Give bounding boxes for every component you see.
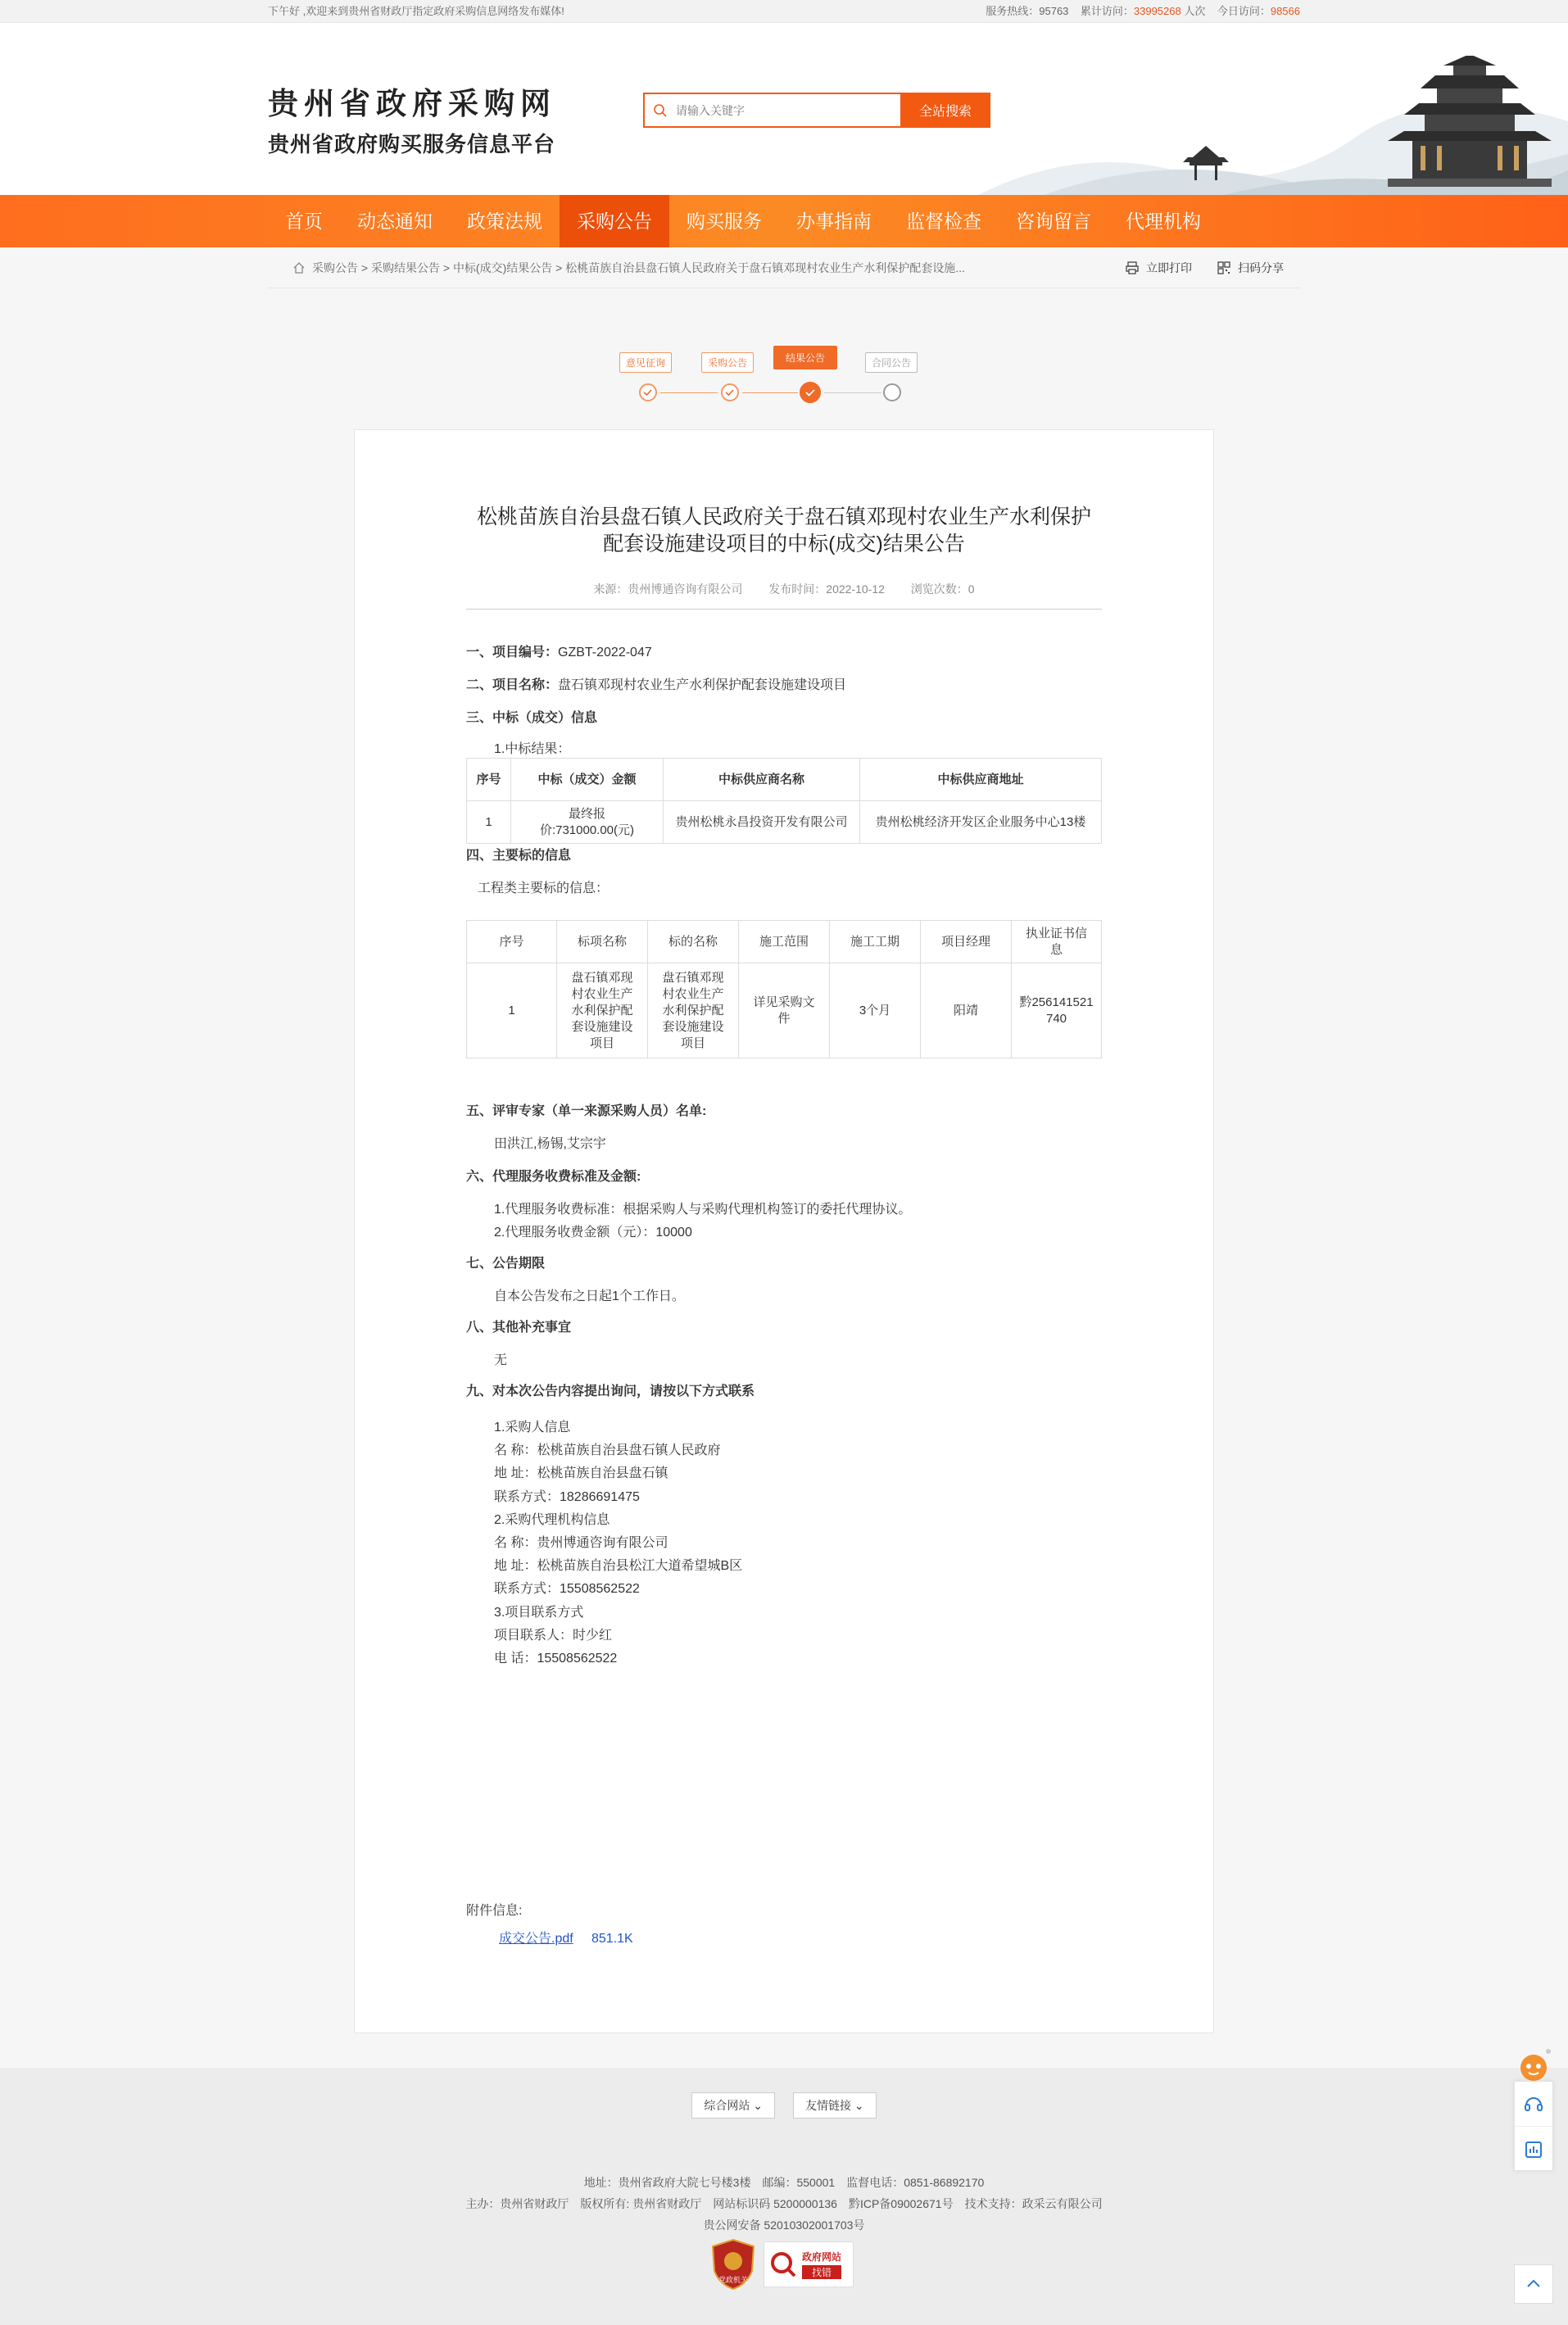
table-header: 标项名称 xyxy=(557,921,648,963)
table-cell: 阳靖 xyxy=(921,963,1012,1058)
nav-item-agency[interactable]: 代理机构 xyxy=(1126,211,1201,232)
table-cell: 贵州松桃经济开发区企业服务中心13楼 xyxy=(860,801,1102,844)
nav-item-supervision[interactable]: 监督检查 xyxy=(906,211,981,232)
mascot-icon[interactable] xyxy=(1514,2048,1553,2084)
welcome-text: 下午好 ,欢迎来到贵州省财政厅指定政府采购信息网络发布媒体! xyxy=(268,5,564,17)
section-award-heading: 三、中标（成交）信息 xyxy=(466,711,598,725)
nav-item-guide[interactable]: 办事指南 xyxy=(796,211,872,232)
table-header: 中标供应商名称 xyxy=(664,759,860,801)
table-cell: 1 xyxy=(467,963,557,1058)
print-label: 立即打印 xyxy=(1146,261,1192,274)
search-input[interactable] xyxy=(676,104,889,117)
contact-line: 地 址：松桃苗族自治县松江大道希望城B区 xyxy=(494,1559,743,1574)
table-cell: 贵州松桃永昌投资开发有限公司 xyxy=(664,801,860,844)
table-row xyxy=(467,963,1102,1058)
step-line xyxy=(824,392,881,393)
breadcrumb-bar xyxy=(0,247,1568,288)
nav-item-home[interactable]: 首页 xyxy=(285,211,323,232)
attachment-item xyxy=(499,1928,633,1947)
step-pending-icon xyxy=(883,383,901,401)
contact-line: 名 称：松桃苗族自治县盘石镇人民政府 xyxy=(494,1443,721,1458)
site-header xyxy=(0,23,1568,195)
breadcrumb: 采购公告 > 采购结果公告 > 中标(成交)结果公告 > 松桃苗族自治县盘石镇人民政府关于盘石镇邓现村农业生产水利保护配套设施... xyxy=(292,260,965,276)
article-views: 浏览次数：0 xyxy=(910,582,975,596)
headset-icon xyxy=(1523,2093,1544,2114)
site-subtitle: 贵州省政府购买服务信息平台 xyxy=(268,133,556,157)
footer-badges xyxy=(711,2238,854,2291)
other-text: 无 xyxy=(494,1353,508,1367)
experts-list: 田洪江,杨锡,艾宗宇 xyxy=(494,1137,606,1151)
table-header: 施工范围 xyxy=(739,921,830,963)
customer-service-button[interactable] xyxy=(1515,2082,1552,2127)
fee-amount: 2.代理服务收费金额（元）：10000 xyxy=(494,1226,692,1240)
step-current-icon xyxy=(800,382,821,403)
article-meta xyxy=(466,581,1102,610)
article-card xyxy=(354,429,1214,2033)
table-cell: 3个月 xyxy=(830,963,921,1058)
step-tag-consultation[interactable]: 意见征询 xyxy=(619,352,672,373)
chevron-down-icon: ⌄ xyxy=(854,2099,864,2112)
chevron-up-icon xyxy=(1525,2275,1543,2293)
attachment-label: 附件信息: xyxy=(466,1904,523,1918)
feedback-button[interactable] xyxy=(1515,2127,1552,2172)
comprehensive-sites-dropdown[interactable]: 综合网站 ⌄ xyxy=(691,2092,775,2119)
magnifier-icon xyxy=(769,2250,797,2278)
article xyxy=(466,504,1102,1946)
step-tag-contract[interactable]: 合同公告 xyxy=(865,352,918,373)
contact-line: 联系方式：15508562522 xyxy=(494,1582,640,1597)
contact-line: 3.项目联系方式 xyxy=(494,1605,584,1620)
chevron-down-icon: ⌄ xyxy=(753,2099,763,2112)
table-header: 序号 xyxy=(467,759,511,801)
table-row xyxy=(467,801,1102,844)
nav-item-procurement[interactable]: 采购公告 xyxy=(560,195,669,247)
footer-links xyxy=(0,2092,1568,2119)
gov-site-error-badge[interactable]: 政府网站 找错 xyxy=(764,2241,854,2287)
site-search xyxy=(643,93,990,128)
contact-line: 电 话：15508562522 xyxy=(494,1652,618,1666)
article-tools xyxy=(1125,260,1284,276)
section-items-heading: 四、主要标的信息 xyxy=(466,849,572,863)
site-logo[interactable] xyxy=(268,79,556,158)
table-header: 序号 xyxy=(467,921,557,963)
announcement-progress xyxy=(0,288,1568,403)
contact-line: 地 址：松桃苗族自治县盘石镇 xyxy=(494,1466,668,1481)
table-header: 中标（成交）金额 xyxy=(511,759,664,801)
article-title: 松桃苗族自治县盘石镇人民政府关于盘石镇邓现村农业生产水利保护 配套设施建设项目的中标(成交)结果公告 xyxy=(476,505,1091,555)
share-button[interactable] xyxy=(1217,260,1284,276)
project-number: 一、项目编号：GZBT-2022-047 xyxy=(466,646,652,659)
section-period-heading: 七、公告期限 xyxy=(466,1257,546,1271)
table-cell: 1 xyxy=(467,801,511,844)
breadcrumb-item[interactable]: 采购公告 xyxy=(312,261,358,274)
contact-line: 名 称：贵州博通咨询有限公司 xyxy=(494,1536,668,1551)
section-other-heading: 八、其他补充事宜 xyxy=(466,1321,572,1335)
contact-line: 1.采购人信息 xyxy=(494,1421,571,1434)
friend-links-dropdown[interactable]: 友情链接 ⌄ xyxy=(793,2092,877,2119)
table-header: 执业证书信息 xyxy=(1012,921,1102,963)
table-header: 施工工期 xyxy=(830,921,921,963)
award-result-table xyxy=(466,758,1102,844)
step-done-icon xyxy=(639,383,657,401)
period-text: 自本公告发布之日起1个工作日。 xyxy=(494,1289,685,1303)
project-name: 二、项目名称：盘石镇邓现村农业生产水利保护配套设施建设项目 xyxy=(466,678,847,692)
back-to-top-button[interactable] xyxy=(1514,2264,1553,2304)
footer-copyright: 主办：贵州省财政厅 版权所有: 贵州省财政厅 网站标识码 5200000136 黔ICP备09002671号 技术支持：政采云有限公司 xyxy=(465,2197,1103,2210)
nav-item-policy[interactable]: 政策法规 xyxy=(467,211,542,232)
award-result-label: 1.中标结果： xyxy=(494,742,571,756)
section-contact-heading: 九、对本次公告内容提出询问，请按以下方式联系 xyxy=(466,1385,755,1398)
contact-info xyxy=(494,1416,742,1670)
step-line xyxy=(660,392,718,393)
search-icon xyxy=(653,103,668,118)
step-done-icon xyxy=(721,383,739,401)
step-tag-result[interactable]: 结果公告 xyxy=(773,346,837,369)
breadcrumb-item[interactable]: 中标(成交)结果公告 xyxy=(452,261,553,274)
step-tag-procurement[interactable]: 采购公告 xyxy=(701,352,754,373)
article-date: 发布时间：2022-10-12 xyxy=(768,582,885,596)
fee-standard: 1.代理服务收费标准：根据采购人与采购代理机构签订的委托代理协议。 xyxy=(494,1203,912,1217)
table-cell: 最终报价:731000.00(元) xyxy=(511,801,664,844)
table-cell: 黔256141521740 xyxy=(1012,963,1102,1058)
contact-line: 2.采购代理机构信息 xyxy=(494,1512,610,1527)
contact-line: 联系方式：18286691475 xyxy=(494,1489,640,1504)
items-sub-label: 工程类主要标的信息： xyxy=(478,882,610,895)
items-table xyxy=(466,920,1102,1058)
floating-service-panel xyxy=(1514,2081,1553,2171)
top-bar xyxy=(0,0,1568,23)
table-header: 中标供应商地址 xyxy=(860,759,1102,801)
attachment-link[interactable]: 成交公告.pdf xyxy=(499,1932,573,1946)
footer-address: 地址：贵州省政府大院七号楼3楼 邮编：550001 监督电话：0851-86892170 xyxy=(583,2176,985,2189)
table-cell: 盘石镇邓现村农业生产水利保护配套设施建设项目 xyxy=(648,963,739,1058)
search-button[interactable]: 全站搜索 xyxy=(900,93,990,128)
footer-security-record: 贵公网安备 52010302001703号 xyxy=(703,2218,865,2232)
step-line xyxy=(742,392,798,393)
print-button[interactable] xyxy=(1125,260,1192,276)
nav-item-news[interactable]: 动态通知 xyxy=(357,211,433,232)
table-cell: 详见采购文件 xyxy=(739,963,830,1058)
table-header: 项目经理 xyxy=(921,921,1012,963)
site-title: 贵州省政府采购网 xyxy=(268,85,556,121)
table-cell: 盘石镇邓现村农业生产水利保护配套设施建设项目 xyxy=(557,963,648,1058)
printer-icon xyxy=(1125,261,1140,275)
home-icon[interactable] xyxy=(292,261,306,274)
section-fee-heading: 六、代理服务收费标准及金额: xyxy=(466,1170,641,1184)
main-nav xyxy=(0,195,1568,247)
breadcrumb-current: 松桃苗族自治县盘石镇人民政府关于盘石镇邓现村农业生产水利保护配套设施... xyxy=(565,261,965,274)
nav-item-consult[interactable]: 咨询留言 xyxy=(1016,211,1091,232)
qrcode-icon xyxy=(1217,261,1231,275)
section-experts-heading: 五、评审专家（单一来源采购人员）名单: xyxy=(466,1104,707,1118)
search-box xyxy=(643,93,900,128)
share-label: 扫码分享 xyxy=(1238,261,1284,274)
chart-icon xyxy=(1524,2140,1543,2160)
breadcrumb-item[interactable]: 采购结果公告 xyxy=(370,261,440,274)
site-footer xyxy=(0,2068,1568,2325)
table-header: 标的名称 xyxy=(648,921,739,963)
article-source: 来源：贵州博通咨询有限公司 xyxy=(593,582,743,596)
attachment-size: 851.1K xyxy=(591,1932,633,1946)
contact-line: 项目联系人：时少红 xyxy=(494,1628,613,1643)
nav-item-purchase-service[interactable]: 购买服务 xyxy=(687,211,762,232)
party-gov-badge[interactable]: 党政机关 xyxy=(711,2238,755,2291)
visit-stats: 服务热线：95763 累计访问：33995268 人次 今日访问：98566 xyxy=(986,5,1300,17)
